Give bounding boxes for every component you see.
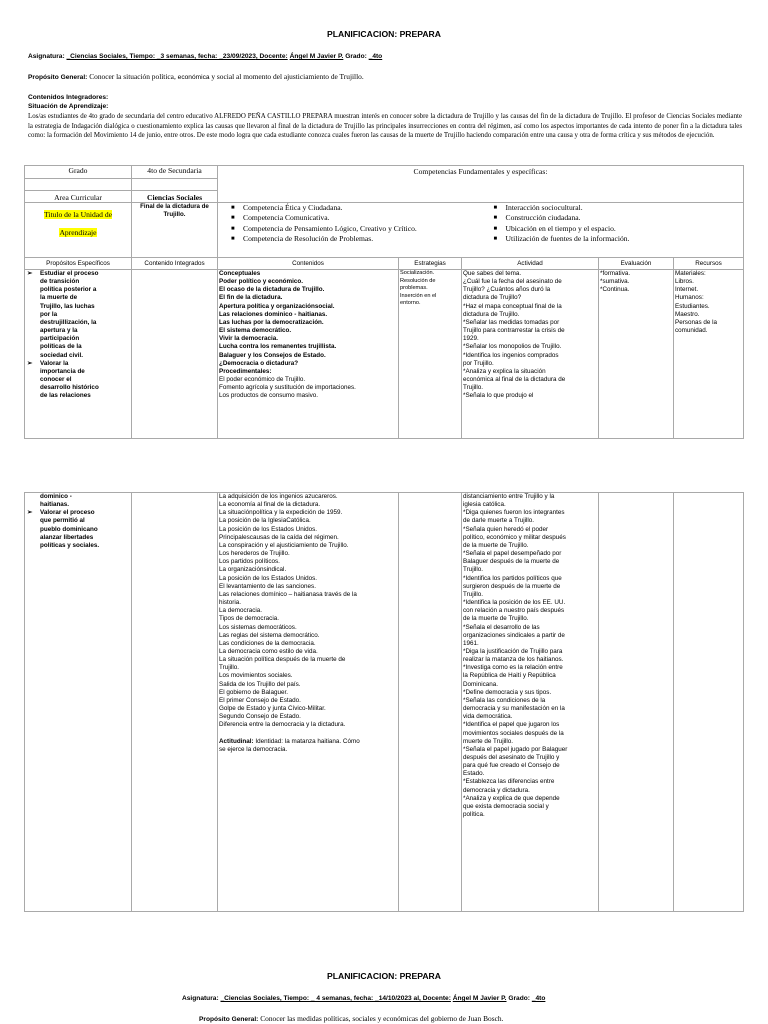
actividad-line: Dominicana.	[463, 680, 498, 688]
propositos-list	[26, 270, 130, 401]
contenido-line: Golpe de Estado y junta Cívico-Militar.	[219, 705, 326, 713]
proposito-line: desarrollo histórico	[40, 384, 99, 392]
proposito-general-label: Propósito General:	[28, 74, 88, 81]
actividad-line: Trujillo.	[463, 384, 484, 392]
competencias-right-cell	[481, 203, 744, 258]
proposito-line: alanzar libertades	[40, 533, 94, 541]
proposito-line: dominico -	[40, 493, 72, 500]
proposito-line: de las relaciones	[40, 392, 91, 400]
actividad-line: *Señala lo que produjo el	[463, 392, 534, 400]
actividad-line: *Identifica los ingenios comprados	[463, 351, 559, 359]
contenido-line: Los partidos políticos.	[219, 558, 280, 566]
estrategia-line: problemas.	[400, 285, 428, 292]
actividad-line: de la muerte de Trujillo.	[463, 541, 529, 549]
proposito-general-text: Conocer las medidas políticas, sociales y económicas del gobierno de Juan Bosch.	[260, 1014, 504, 1023]
contenidos-cell	[218, 493, 399, 912]
actividad-line: *Señala el papel desempeñado por	[463, 550, 562, 558]
competencia-item: ■ Competencia de Pensamiento Lógico, Creativo y Crítico.	[231, 223, 417, 233]
actitudinal-line-1: Actitudinal: Identidad: la matanza haitiana. Cómo	[219, 737, 360, 745]
contenido-line: Segundo Consejo de Estado.	[219, 713, 301, 721]
proposito-line: de transición	[40, 278, 80, 286]
contenidos-list	[219, 493, 397, 730]
contenido-line: El sistema democrático.	[219, 327, 292, 335]
col-header-actividad: Actividad	[462, 258, 599, 270]
contenido-line: El fin de la dictadura.	[219, 294, 283, 302]
actividad-line: realizar la matanza de los haitianos.	[463, 656, 564, 664]
actividad-line: Balaguer después de la muerte de	[463, 558, 560, 566]
contenido-line: Las reglas del sistema democrático.	[219, 631, 320, 639]
competencias-cell	[218, 166, 744, 203]
proposito-line: políticas de la	[40, 343, 82, 351]
contenido-line: Diferencia entre la democracia y la dictadura.	[219, 721, 346, 729]
proposito-general-line	[199, 1014, 503, 1023]
proposito-general-text-3: y social al momento del ajusticiamiento de Trujillo.	[211, 72, 364, 81]
estrategias-cell	[399, 270, 462, 439]
grado-value-cell: 4to de Secundaria	[132, 166, 218, 179]
recurso-line: Personas de la	[675, 318, 718, 326]
proposito-line: pueblo dominicano	[40, 525, 98, 533]
contenido-line: Vivir la democracia.	[219, 335, 279, 343]
actividad-line: democracia y dictadura.	[463, 786, 530, 794]
grado-label: Grado:	[508, 995, 530, 1002]
evaluacion-line: *sumativa.	[600, 278, 630, 286]
contenido-line: Poder político y económico.	[219, 278, 303, 286]
actividad-line: después del asesinato de Trujillo y	[463, 754, 560, 761]
titulo-unidad-cell	[25, 203, 132, 258]
contenido-line: ¿Democracia o dictadura?	[219, 359, 299, 367]
contenido-line: Tipos de democracia.	[219, 615, 279, 623]
actividad-line: *Haz el mapa conceptual final de la	[463, 302, 562, 310]
actividad-line: *Define democracia y sus tipos.	[463, 688, 552, 696]
actividad-line: para qué fue creado el Consejo de	[463, 762, 560, 770]
actividad-line: *Señala el desarrollo de las	[463, 623, 540, 631]
estrategias-cell	[399, 493, 462, 912]
proposito-line: la muerte de	[40, 294, 78, 302]
page-title: PLANIFICACION: PREPARA	[327, 29, 441, 39]
actividad-line: 1961.	[463, 639, 479, 647]
actividad-line: económica al final de la dictadura de	[463, 376, 566, 384]
actividad-line: político, económico y militar después	[463, 533, 566, 541]
actividad-line: *Identifica los partidos políticos que	[463, 574, 562, 582]
recurso-line: Humanos:	[675, 294, 704, 302]
actividad-line: *Analiza y explica la situación	[463, 367, 546, 375]
contenido-integrados-cell	[132, 270, 218, 439]
proposito-line: por la	[40, 310, 58, 318]
asignatura-value: _Ciencias Sociales, Tiempo: _ 4 semanas, fecha: _14/10/2023 al	[220, 995, 420, 1002]
actividad-line: *Señalar los monopolios de Trujillo.	[463, 343, 562, 351]
actividad-line: dictadura de Trujillo?	[463, 294, 522, 302]
competencia-item: ■ Interacción sociocultural.	[493, 203, 583, 212]
actividad-line: *Diga la justificación de Trujillo para	[463, 647, 563, 655]
actitudinal-line-2: se ejerce la democracia.	[219, 745, 288, 753]
propositos-list	[26, 509, 130, 550]
contenido-line: El poder económico de Trujillo.	[219, 376, 306, 384]
docente-value: Ángel M Javier P.	[452, 995, 507, 1002]
contenido-line: La democracia.	[219, 607, 263, 615]
actividad-line: surgieron después de la muerte de	[463, 582, 561, 590]
proposito-line: sociedad civil.	[40, 351, 84, 359]
empty-cell	[25, 179, 132, 191]
actividad-line: Trujillo para contrarrestar la crisis de	[463, 327, 565, 335]
titulo-unidad-value: Final de la dictadura de Trujillo.	[132, 203, 218, 258]
docente-value: Ángel M Javier P.	[289, 53, 344, 60]
col-header-contenidos: Contenidos	[218, 258, 399, 270]
actividad-line: de la muerte de Trujillo.	[463, 615, 529, 623]
contenido-line: Trujillo.	[219, 664, 240, 672]
recurso-line: Libros.	[675, 278, 694, 286]
contenido-line: La posición de la IglesiaCatólica.	[219, 517, 311, 525]
proposito-line: destrujillización, la	[40, 318, 97, 326]
proposito-item	[26, 360, 130, 401]
actividad-line: por Trujillo.	[463, 359, 494, 367]
actividad-line: distanciamiento entre Trujillo y la	[463, 493, 555, 500]
arrow-bullet-icon: ➢	[27, 359, 33, 367]
contenido-line: Las relaciones domínico – haitianasa través de la	[219, 590, 357, 598]
grado-label: Grado:	[345, 53, 367, 60]
arrow-bullet-icon: ➢	[27, 270, 33, 277]
estrategia-line: Socialización.	[400, 270, 435, 276]
area-curricular-header: Area Curricular	[25, 191, 132, 203]
actividad-line: organizaciones sindicales a partir de	[463, 631, 565, 639]
contenido-line: Las condiciones de la democracia.	[219, 639, 316, 647]
proposito-line: haitianas.	[40, 501, 70, 509]
actividad-line: dictadura de Trujillo.	[463, 310, 520, 318]
square-bullet-icon: ■	[493, 236, 498, 243]
competencias-right-list	[482, 203, 743, 245]
proposito-line: Valorar la	[40, 359, 69, 367]
actividad-line: que exista democracia social y	[463, 802, 549, 810]
proposito-general-label: Propósito General:	[199, 1016, 259, 1023]
competencia-item: ■ Ubicación en el tiempo y el espacio.	[493, 223, 616, 233]
contenido-line: El ocaso de la dictadura de Trujillo.	[219, 286, 325, 294]
actividad-line: *Investiga como es la relación entre	[463, 664, 563, 672]
contenido-line: Lucha contra los remanentes trujillista.	[219, 343, 337, 351]
contenido-line: Las relaciones dominico - haitianas.	[219, 310, 328, 318]
proposito-line: Trujillo, las luchas	[40, 302, 95, 310]
actividad-line: política.	[463, 811, 485, 819]
square-bullet-icon: ■	[493, 225, 498, 232]
contenido-line: La organizaciónsindical.	[219, 566, 287, 574]
actividad-line: *Identifica el papel que jugaron los	[463, 721, 560, 729]
actividad-line: movimientos sociales después de la	[463, 729, 564, 737]
titulo-unidad-header: Titulo de la Unidad de Aprendizaje	[43, 210, 113, 237]
proposito-item	[26, 509, 130, 550]
propositos-cell	[25, 493, 132, 912]
evaluacion-line: *Continua.	[600, 286, 630, 294]
proposito-line: Valorar el proceso	[40, 509, 95, 517]
actividad-line: 1929.	[463, 335, 479, 343]
contenido-line: La posición de los Estados Unidos.	[219, 525, 318, 533]
estrategia-line: Resolución de	[400, 277, 436, 284]
actividad-line: *Señalar las medidas tomadas por	[463, 318, 560, 326]
recurso-line: Estudiantes.	[675, 302, 710, 310]
proposito-line: conocer el	[40, 376, 72, 384]
estrategia-line: Inserción en el	[400, 292, 437, 299]
square-bullet-icon: ■	[231, 236, 235, 243]
actividad-line: Trujillo.	[463, 566, 484, 574]
area-curricular-value: Ciencias Sociales	[132, 191, 218, 203]
actividad-line: Que sabes del tema.	[463, 270, 522, 277]
competencia-item: ■ Construcción ciudadana.	[493, 213, 581, 223]
actividad-line: la República de Haití y República	[463, 672, 556, 680]
competencia-item: ■ Competencia Ética y Ciudadana.	[231, 203, 343, 212]
competencias-header: Competencias Fundamentales y específicas:	[413, 167, 548, 176]
col-header-contenido-integrados: Contenido Integrados	[132, 258, 218, 270]
proposito-general-line	[28, 72, 364, 81]
recurso-line: Internet.	[675, 286, 699, 294]
actividad-line: con relación a nuestro país después	[463, 607, 565, 615]
asignatura-label: Asignatura:	[182, 995, 219, 1002]
contenido-line: La situaciónpolítica y la expedición de 1959.	[219, 509, 343, 517]
proposito-line: Estudiar el proceso	[40, 270, 99, 277]
contenido-line: El primer Consejo de Estado.	[219, 696, 301, 704]
square-bullet-icon: ■	[231, 215, 235, 222]
docente-label: , Docente:	[419, 995, 451, 1002]
contenido-line: Los sistemas democráticos.	[219, 623, 297, 631]
estrategia-line: entorno.	[400, 300, 421, 307]
actividad-line: *Señala el papel jugado por Balaguer	[463, 745, 568, 753]
contenido-line: La adquisición de los ingenios azucareros.	[219, 493, 338, 500]
recursos-cell	[674, 270, 744, 439]
proposito-line: participación	[40, 335, 80, 343]
recursos-cell	[674, 493, 744, 912]
contenidos-integradores-label: Contenidos Integradores:	[28, 94, 109, 101]
evaluacion-line: *formativa.	[600, 270, 631, 277]
actividad-line: *Identifica la posición de los EE. UU.	[463, 599, 566, 607]
grado-header: Grado	[25, 166, 132, 179]
contenido-integrados-cell	[132, 493, 218, 912]
contenido-line: Fomento agrícola y sustitución de importaciones.	[219, 384, 356, 392]
contenido-line: La democracia como estilo de vida.	[219, 647, 318, 655]
proposito-line: que permitió al	[40, 517, 85, 525]
competencias-left-cell	[218, 203, 481, 258]
actividad-line: *Señala quien heredó el poder	[463, 525, 549, 533]
evaluacion-cell	[599, 270, 674, 439]
plan-table-page2	[24, 492, 744, 912]
contenido-line: Conceptuales	[219, 270, 261, 277]
evaluacion-cell	[599, 493, 674, 912]
asignatura-label: Asignatura:	[28, 53, 65, 60]
actividad-line: muerte de Trujillo.	[463, 737, 514, 745]
plan-table-page1	[24, 257, 744, 439]
proposito-line: políticas y sociales.	[40, 541, 100, 549]
actividad-cell	[462, 270, 599, 439]
contenido-line: historia.	[219, 599, 242, 607]
actividad-line: *Diga quienes fueron los integrantes	[463, 509, 565, 517]
contenido-line: Los movimientos sociales.	[219, 672, 293, 680]
actividad-line: *Analiza y explica de que depende	[463, 794, 560, 802]
grado-value: _4to	[368, 53, 383, 60]
actividad-line: ¿Cuál fue la fecha del asesinato de	[463, 278, 562, 286]
square-bullet-icon: ■	[493, 215, 498, 222]
asignatura-line	[28, 53, 382, 60]
page-title: PLANIFICACION: PREPARA	[327, 971, 441, 981]
competencias-table	[24, 165, 744, 258]
square-bullet-icon: ■	[231, 225, 235, 232]
contenido-line: La economía al final de la dictadura.	[219, 501, 321, 509]
competencia-item: ■ Utilización de fuentes de la información.	[493, 234, 630, 244]
competencias-left-list	[219, 203, 480, 245]
recurso-line: Maestro.	[675, 310, 700, 318]
contenido-line: La posición de los Estados Unidos.	[219, 574, 318, 582]
proposito-line: importancia de	[40, 367, 85, 375]
proposito-general-text-2: económica	[177, 74, 210, 81]
recurso-line: comunidad.	[675, 327, 708, 335]
recurso-line: Materiales:	[675, 270, 706, 277]
actividad-line: Trujillo? ¿Cuántos años duró la	[463, 286, 551, 294]
docente-label: , Docente:	[255, 53, 288, 60]
asignatura-value: _Ciencias Sociales, Tiempo: _3 semanas, fecha: _23/09/2023	[66, 53, 256, 60]
competencia-item: ■ Competencia de Resolución de Problemas.	[231, 234, 374, 244]
proposito-line: política posterior a	[40, 286, 97, 294]
contenido-line: La conspiración y el ajusticiamiento de Trujillo.	[219, 541, 349, 549]
contenido-line: Los herederos de Trujillo.	[219, 550, 290, 558]
actividad-line: de darle muerte a Trujillo.	[463, 517, 535, 525]
proposito-line: apertura y la	[40, 327, 78, 335]
propositos-continuation	[26, 493, 130, 509]
situacion-aprendizaje-label: Situación de Aprendizaje:	[28, 103, 109, 110]
contenido-line: Balaguer y los Consejos de Estado.	[219, 351, 326, 359]
square-bullet-icon: ■	[493, 205, 498, 211]
contenido-line: El gobierno de Balaguer.	[219, 688, 288, 696]
situacion-aprendizaje-text: Los/as estudiantes de 4to grado de secundaria del centro educativo ALFREDO PEÑA CASTILLO PREPARA muestran interés en conocer sobre la dictadura de Trujillo y las causas del fin de la dictadura de Trujillo. El profesor de Ciencias Sociales mediante la estrategia de Indagación dialógica o cuestionamiento explica las causas que llevaron al final de la dictadura de Trujillo las principales insurrecciones en contra del régimen, así como los aspectos importantes de cada intento de poner fin a la dictadura tales como: la formación del Movimiento 14 de junio, entre otros. De este modo logra que cada estudiante conozca cuales fueron las causas de la muerte de Trujillo haciendo comparación entre una causa y otra de forma crítica y sus métodos de ejecución.	[28, 113, 742, 140]
asignatura-line	[182, 995, 545, 1002]
empty-cell	[132, 179, 218, 191]
square-bullet-icon: ■	[231, 205, 235, 211]
actividad-line: Estado.	[463, 770, 485, 778]
contenido-line: Las luchas por la democratización.	[219, 318, 324, 326]
arrow-bullet-icon: ➢	[27, 509, 33, 517]
actividad-line: iglesia católica.	[463, 501, 506, 509]
col-header-propositos: Propósitos Específicos	[25, 258, 132, 270]
actividad-cell	[462, 493, 599, 912]
grado-value: _4to	[531, 995, 546, 1002]
contenido-line: Apertura política y organizaciónsocial.	[219, 302, 335, 310]
col-header-evaluacion: Evaluación	[599, 258, 674, 270]
actividad-line: vida democrática.	[463, 713, 513, 721]
competencia-item: ■ Competencia Comunicativa.	[231, 213, 330, 223]
actividad-line: democracia y su manifestación en la	[463, 705, 565, 713]
contenido-line: El levantamiento de las sanciones.	[219, 582, 316, 590]
col-header-estrategias: Estrategias	[399, 258, 462, 270]
contenidos-cell	[218, 270, 399, 439]
contenido-line: La situación política después de la muerte de	[219, 656, 346, 664]
contenido-line: Principalescausas de la caída del régimen.	[219, 533, 339, 541]
actividad-line: Trujillo.	[463, 590, 484, 598]
proposito-item	[26, 270, 130, 360]
col-header-recursos: Recursos	[674, 258, 744, 270]
actividad-line: *Señala las condiciones de la	[463, 696, 546, 704]
contenido-line: Salida de los Trujillo del país.	[219, 680, 301, 688]
proposito-general-text-1: Conocer la situación política,	[89, 72, 176, 81]
actividad-line: *Establezca las diferencias entre	[463, 778, 555, 786]
contenido-line: Los productos de consumo masivo.	[219, 392, 319, 400]
contenido-line: Procedimentales:	[219, 367, 272, 375]
propositos-cell	[25, 270, 132, 439]
